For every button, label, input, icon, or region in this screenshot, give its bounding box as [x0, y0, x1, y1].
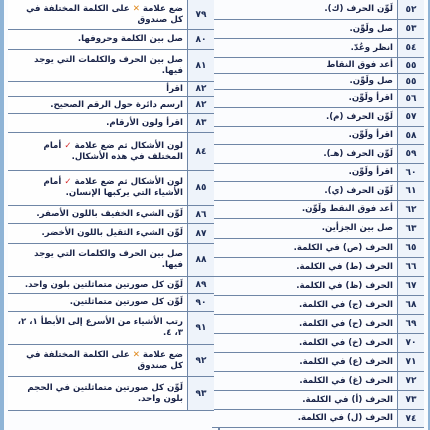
list-item	[212, 391, 424, 410]
list-item	[212, 334, 424, 353]
page-number: ٩٢	[187, 345, 214, 376]
list-item	[8, 224, 214, 244]
instruction-text: لون الأشكال ثم ضع علامة	[74, 177, 183, 188]
page-number: ٨٢	[187, 97, 214, 113]
activity-text: اقرأ ولَوِّن.	[212, 127, 397, 144]
page-number: ٨٨	[187, 244, 214, 276]
list-item	[8, 312, 214, 345]
activity-text: لَوِّن الحرف (هـ).	[212, 145, 397, 163]
page-number: ٨٢	[187, 82, 214, 96]
list-item	[8, 0, 214, 30]
instruction-text: لون الأشكال ثم ضع علامة	[74, 140, 183, 151]
page-number: ٩٣	[187, 377, 214, 410]
activity-text: لَوِّن كل صورتين متماثلتين.	[8, 294, 187, 311]
activity-text: لَوِّن الحرف (م).	[212, 108, 397, 126]
list-item	[212, 90, 424, 108]
page-number: ٦٣	[397, 219, 424, 238]
list-item	[212, 353, 424, 372]
page-number: ٥٣	[397, 20, 424, 38]
list-item	[8, 244, 214, 277]
page-number: ٨١	[187, 50, 214, 81]
activity-text: الحرف (ص) في الكلمة.	[212, 239, 397, 257]
list-item	[212, 108, 424, 127]
right-column	[212, 0, 424, 428]
list-item	[212, 201, 424, 219]
activity-text	[8, 171, 187, 205]
list-item	[212, 315, 424, 334]
instruction-text: ضع علامة	[142, 349, 183, 360]
activity-text: لَوِّن كل صورتين متماثلتين بلون واحد.	[8, 277, 187, 293]
activity-text: لَوِّن الشيء الثقيل باللون الأخضر.	[8, 224, 187, 243]
activity-text: اقرأ	[8, 82, 187, 96]
list-item	[8, 30, 214, 50]
page-number: ٩٠	[187, 294, 214, 311]
activity-text: الحرف (ج) في الكلمة.	[212, 296, 397, 314]
activity-text: صل ولَوِّن.	[212, 74, 397, 89]
list-item	[8, 97, 214, 114]
activity-text: لَوِّن الحرف (ك).	[212, 0, 397, 19]
activity-text	[8, 133, 187, 170]
page-number: ٦٠	[397, 164, 424, 181]
page-number: ٨٩	[187, 277, 214, 293]
page-number: ٧٣	[397, 391, 424, 409]
page-number: ٦٥	[397, 239, 424, 257]
activity-text: لَوِّن الشيء الخفيف باللون الأصفر.	[8, 206, 187, 223]
instruction-text: على الكلمة المختلفة في كل صندوق	[26, 349, 183, 371]
list-item	[212, 372, 424, 391]
activity-text: ارسم دائرة حول الرقم الصحيح.	[8, 97, 187, 113]
list-item	[212, 20, 424, 39]
activity-text: صل بين الجزأين.	[212, 219, 397, 238]
activity-text	[8, 345, 187, 376]
list-item	[212, 219, 424, 239]
activity-text: أعد فوق النقاط	[212, 58, 397, 73]
check-mark-icon: ✓	[64, 140, 72, 151]
activity-text: لَوِّن كل صورتين متماثلتين في الحجم بلون واحد.	[8, 377, 187, 410]
activity-text	[8, 0, 187, 29]
list-item	[212, 74, 424, 90]
page-number: ٧٠	[397, 334, 424, 352]
list-item	[8, 345, 214, 377]
page-number: ٥٨	[397, 127, 424, 144]
x-mark-icon: ✕	[132, 349, 140, 360]
page-number: ٧٢	[397, 372, 424, 390]
list-item	[8, 206, 214, 224]
page-number: ٦٨	[397, 296, 424, 314]
page-number: ٦٩	[397, 315, 424, 333]
list-item	[8, 377, 214, 411]
page-number: ٥٧	[397, 108, 424, 126]
activity-text: صل بين الحرف والكلمات التي يوجد فيها.	[8, 244, 187, 276]
instruction-text: أمام الأشياء التي يركبها الإنسان.	[43, 177, 183, 198]
page-number: ٦٧	[397, 277, 424, 295]
x-mark-icon: ✕	[132, 3, 140, 14]
activity-text: أعد فوق النقط ولَوِّن.	[212, 201, 397, 218]
left-column	[8, 0, 214, 411]
instruction-text: أمام المختلف في هذه الأشكال.	[43, 140, 183, 162]
list-item	[212, 39, 424, 58]
activity-text: الحرف (غ) في الكلمة.	[212, 372, 397, 390]
list-item	[8, 50, 214, 82]
activity-text: صل ولَوِّن.	[212, 20, 397, 38]
list-item	[212, 182, 424, 201]
activity-text: اقرأ ولَوِّن.	[212, 90, 397, 107]
list-item	[212, 239, 424, 258]
page-number: ٥٩	[397, 145, 424, 163]
activity-text: الحرف (ع) في الكلمة.	[212, 353, 397, 371]
page-number: ٦٦	[397, 258, 424, 276]
check-mark-icon: ✓	[64, 177, 72, 188]
page-number: ٩١	[187, 312, 214, 344]
activity-text: الحرف (ل) في الكلمة.	[212, 410, 397, 427]
activity-text: لَوِّن الحرف (ي).	[212, 182, 397, 200]
table-of-contents-page	[4, 0, 428, 430]
page-number: ٥٤	[397, 39, 424, 57]
list-item	[212, 164, 424, 182]
activity-text: صل بين الحرف والكلمات التي يوجد فيها.	[8, 50, 187, 81]
page-number: ٧٤	[397, 410, 424, 427]
activity-text: الحرف (ط) في الكلمة.	[212, 258, 397, 276]
activity-text: الحرف (ظ) في الكلمة.	[212, 277, 397, 295]
list-item	[8, 171, 214, 206]
page-number: ٨٤	[187, 133, 214, 170]
page-number: ٨٠	[187, 30, 214, 49]
page-number: ٥٢	[397, 0, 424, 19]
list-item	[212, 145, 424, 164]
page-number: ٦١	[397, 182, 424, 200]
page-number: ٦٢	[397, 201, 424, 218]
list-item	[8, 114, 214, 133]
list-item	[212, 277, 424, 296]
page-number: ٨٥	[187, 171, 214, 205]
list-item	[212, 58, 424, 74]
activity-text: الحرف (ح) في الكلمة.	[212, 315, 397, 333]
list-item	[212, 127, 424, 145]
page-number: ٨٦	[187, 206, 214, 223]
list-item	[212, 410, 424, 428]
instruction-text: على الكلمة المختلفة في كل صندوق	[26, 3, 183, 25]
page-number: ٥٥	[397, 58, 424, 73]
activity-text: الحرف (أ) في الكلمة.	[212, 391, 397, 409]
activity-text: الحرف (خ) في الكلمة.	[212, 334, 397, 352]
list-item	[8, 133, 214, 171]
list-item	[212, 0, 424, 20]
activity-text: رتب الأشياء من الأسرع إلى الأبطأ ١، ٢، ٣، ٤.	[8, 312, 187, 344]
list-item	[8, 294, 214, 312]
activity-text: اقرأ ولَوِّن.	[212, 164, 397, 181]
activity-text: صل بين الكلمة وحروفها.	[8, 30, 187, 49]
list-item	[8, 82, 214, 97]
page-number: ٨٧	[187, 224, 214, 243]
page-number: ٧١	[397, 353, 424, 371]
page-number: ٨٣	[187, 114, 214, 132]
activity-text: اقرأ ولون الأرقام.	[8, 114, 187, 132]
list-item	[212, 296, 424, 315]
page-number: ٥٦	[397, 90, 424, 107]
activity-text: انظر وعُدّ.	[212, 39, 397, 57]
instruction-text: ضع علامة	[142, 3, 183, 14]
page-number: ٧٩	[187, 0, 214, 29]
page-number: ٥٥	[397, 74, 424, 89]
list-item	[8, 277, 214, 294]
list-item	[212, 258, 424, 277]
